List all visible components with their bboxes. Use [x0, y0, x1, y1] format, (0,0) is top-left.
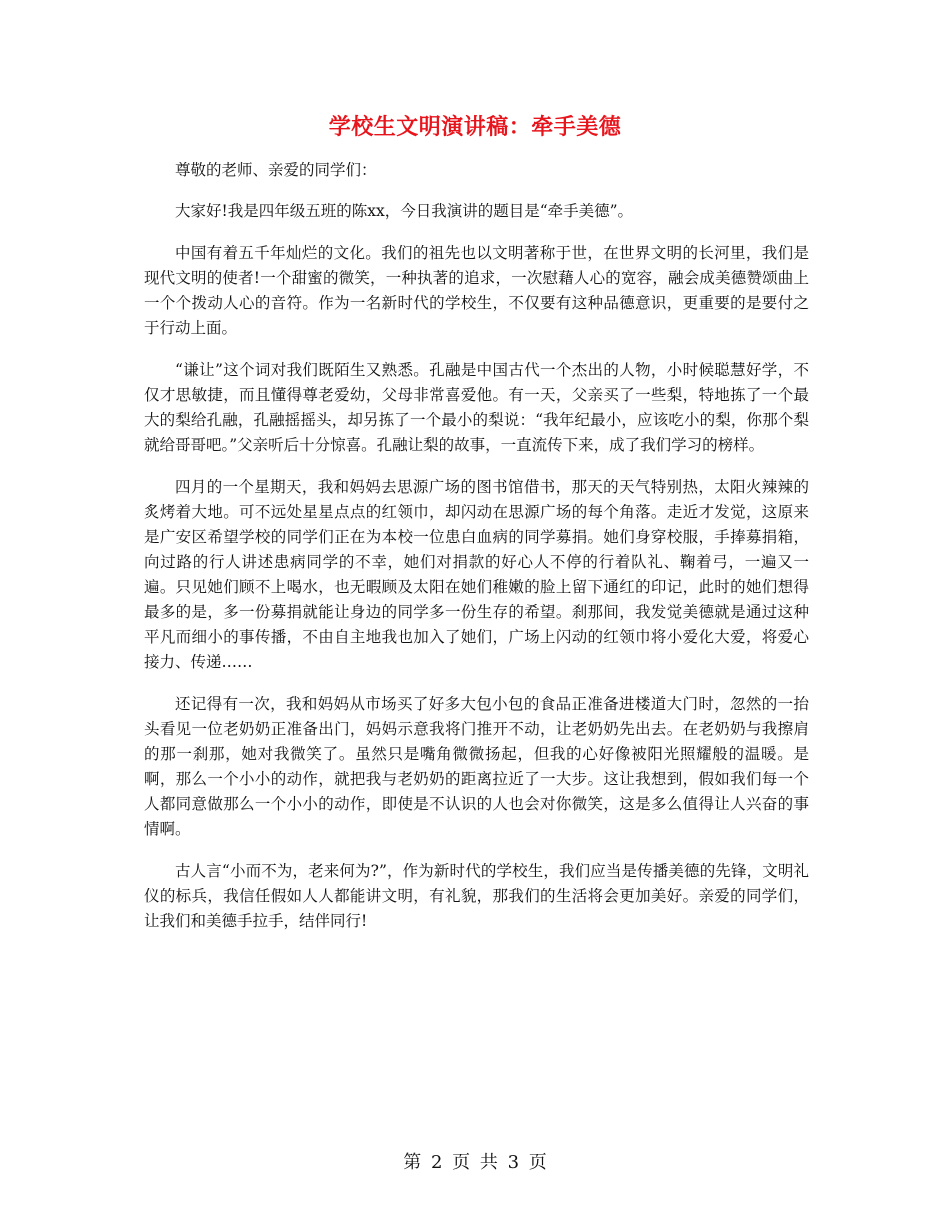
greeting: 尊敬的老师、亲爱的同学们：: [175, 161, 377, 179]
paragraph-conclusion: 古人言“小而不为，老来何为?”，作为新时代的学校生，我们应当是传播美德的先锋，文明礼仪的标兵，我信任假如人人都能讲文明，有礼貌，那我们的生活将会更加美好。亲爱的同学们，让我们和美德手拉手，结伴同行!: [144, 862, 809, 930]
document-body: [144, 158, 809, 951]
document-title: 学校生文明演讲稿：牵手美德: [328, 114, 622, 140]
paragraph-culture: 中国有着五千年灿烂的文化。我们的祖先也以文明著称于世，在世界文明的长河里，我们是现代文明的使者!一个甜蜜的微笑，一种执著的追求，一次慰藉人心的宽容，融会成美德赞颂曲上一个个拨动人心的音符。作为一名新时代的学校生，不仅要有这种品德意识，更重要的是要付之于行动上面。: [144, 244, 809, 337]
paragraph-intro: 大家好!我是四年级五班的陈xx，今日我演讲的题目是“牵手美德”。: [175, 202, 634, 220]
paragraph-donation: 四月的一个星期天，我和妈妈去思源广场的图书馆借书，那天的天气特别热，太阳火辣辣的炙烤着大地。可不远处星星点点的红领巾，却闪动在思源广场的每个角落。走近才发觉，这原来是广安区希望学校的同学们正在为本校一位患白血病的同学募捐。她们身穿校服，手捧募捐箱，向过路的行人讲述患病同学的不幸，她们对捐款的好心人不停的行着队礼、鞠着弓，一遍又一遍。只见她们顾不上喝水，也无暇顾及太阳在她们稚嫩的脸上留下通红的印记，此时的她们想得最多的是，多一份募捐就能让身边的同学多一份生存的希望。刹那间，我发觉美德就是通过这种平凡而细小的事传播，不由自主地我也加入了她们，广场上闪动的红领巾将小爱化大爱，将爱心接力、传递……: [144, 478, 809, 671]
page-number-footer: 第 2 页 共 3 页: [403, 1152, 547, 1173]
paragraph-grandma: 还记得有一次，我和妈妈从市场买了好多大包小包的食品正准备进楼道大门时，忽然的一抬头看见一位老奶奶正准备出门，妈妈示意我将门推开不动，让老奶奶先出去。在老奶奶与我擦肩的那一刹那，她对我微笑了。虽然只是嘴角微微扬起，但我的心好像被阳光照耀般的温暖。是啊，那么一个小小的动作，就把我与老奶奶的距离拉近了一大步。这让我想到，假如我们每一个人都同意做那么一个小小的动作，即使是不认识的人也会对你微笑，这是多么值得让人兴奋的事情啊。: [144, 695, 809, 838]
paragraph-kongrong: “谦让”这个词对我们既陌生又熟悉。孔融是中国古代一个杰出的人物，小时候聪慧好学，不仅才思敏捷，而且懂得尊老爱幼，父母非常喜爱他。有一天，父亲买了一些梨，特地拣了一个最大的梨给孔融，孔融摇摇头，却另拣了一个最小的梨说：“我年纪最小，应该吃小的梨，你那个梨就给哥哥吧。”父亲听后十分惊喜。孔融让梨的故事，一直流传下来，成了我们学习的榜样。: [144, 361, 809, 454]
